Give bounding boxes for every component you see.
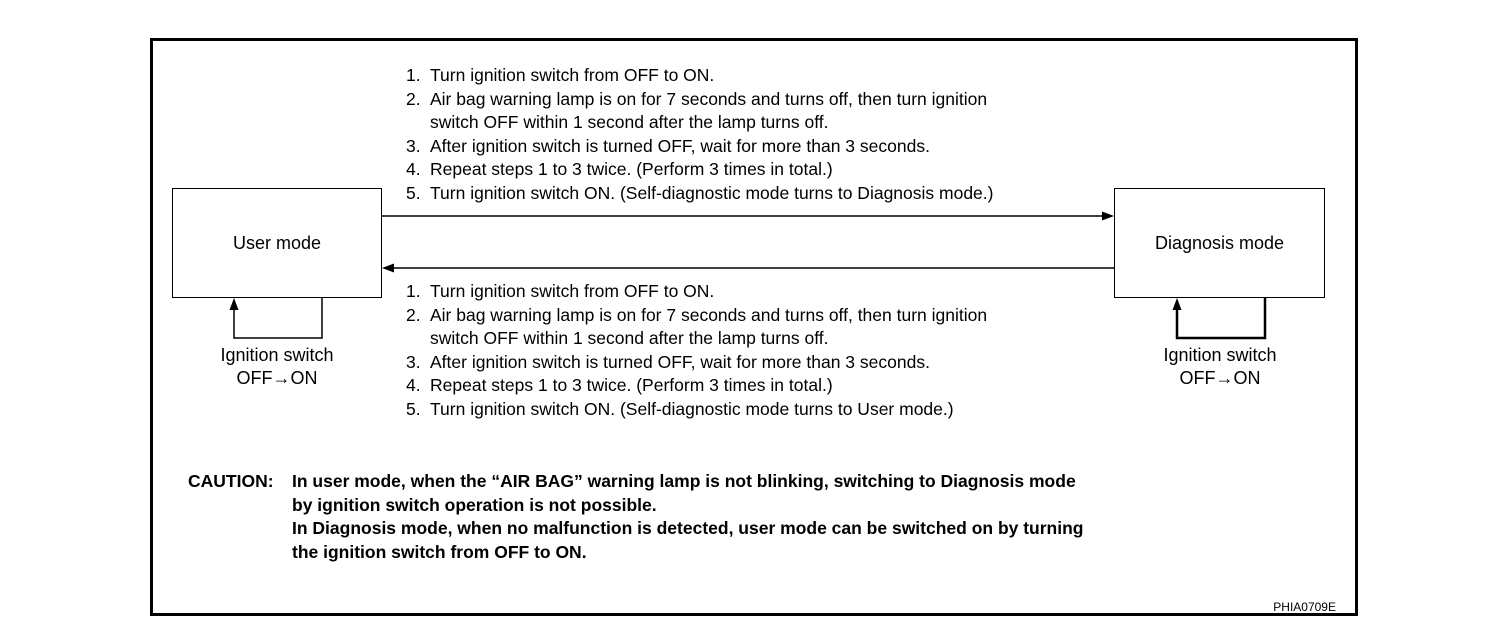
step-item: 5. Turn ignition switch ON. (Self-diagnostic mode turns to Diagnosis mode.) — [406, 182, 994, 203]
caution-note — [188, 470, 1084, 564]
caution-line: In Diagnosis mode, when no malfunction is detected, user mode can be switched on by turning — [292, 518, 1084, 538]
step-item: 4. Repeat steps 1 to 3 twice. (Perform 3 times in total.) — [406, 159, 833, 179]
user-loop-label: Ignition switch OFF→ON — [220, 345, 334, 388]
caution-line: the ignition switch from OFF to ON. — [292, 541, 587, 562]
step-item: 3. After ignition switch is turned OFF, wait for more than 3 seconds. — [406, 351, 930, 372]
step-item: 2. Air bag warning lamp is on for 7 seconds and turns off, then turn ignition switch OFF within 1 second after the lamp turns off. — [406, 88, 988, 132]
arrow-to-diagnosis-head — [1102, 212, 1114, 221]
steps-to-diagnosis — [406, 64, 993, 205]
step-item: 3. After ignition switch is turned OFF, wait for more than 3 seconds. — [406, 135, 930, 156]
user-mode-label: User mode — [232, 232, 322, 253]
caution-heading: CAUTION: — [188, 471, 274, 491]
step-item: 5. Turn ignition switch ON. (Self-diagnostic mode turns to User mode.) — [406, 398, 954, 419]
arrow-to-user-head — [382, 264, 394, 273]
step-item: 2. Air bag warning lamp is on for 7 seconds and turns off, then turn ignition switch OFF within 1 second after the lamp turns off. — [406, 304, 988, 348]
diag-loop-head — [1173, 298, 1182, 310]
step-item: 4. Repeat steps 1 to 3 twice. (Perform 3 times in total.) — [406, 375, 833, 395]
caution-line: In user mode, when the “AIR BAG” warning lamp is not blinking, switching to Diagnosis mode — [292, 471, 1076, 491]
user-loop-head — [230, 298, 239, 310]
diag-loop-line — [1177, 298, 1265, 338]
diagnosis-mode-label: Diagnosis mode — [1154, 232, 1285, 253]
diag-loop-label: Ignition switch OFF→ON — [1163, 345, 1277, 388]
steps-to-user — [406, 280, 987, 421]
figure-code: PHIA0709E — [1273, 600, 1336, 614]
step-item: 1. Turn ignition switch from OFF to ON. — [406, 281, 715, 301]
user-loop-line — [234, 298, 322, 338]
step-item: 1. Turn ignition switch from OFF to ON. — [406, 65, 715, 85]
caution-line: by ignition switch operation is not possible. — [292, 494, 657, 515]
